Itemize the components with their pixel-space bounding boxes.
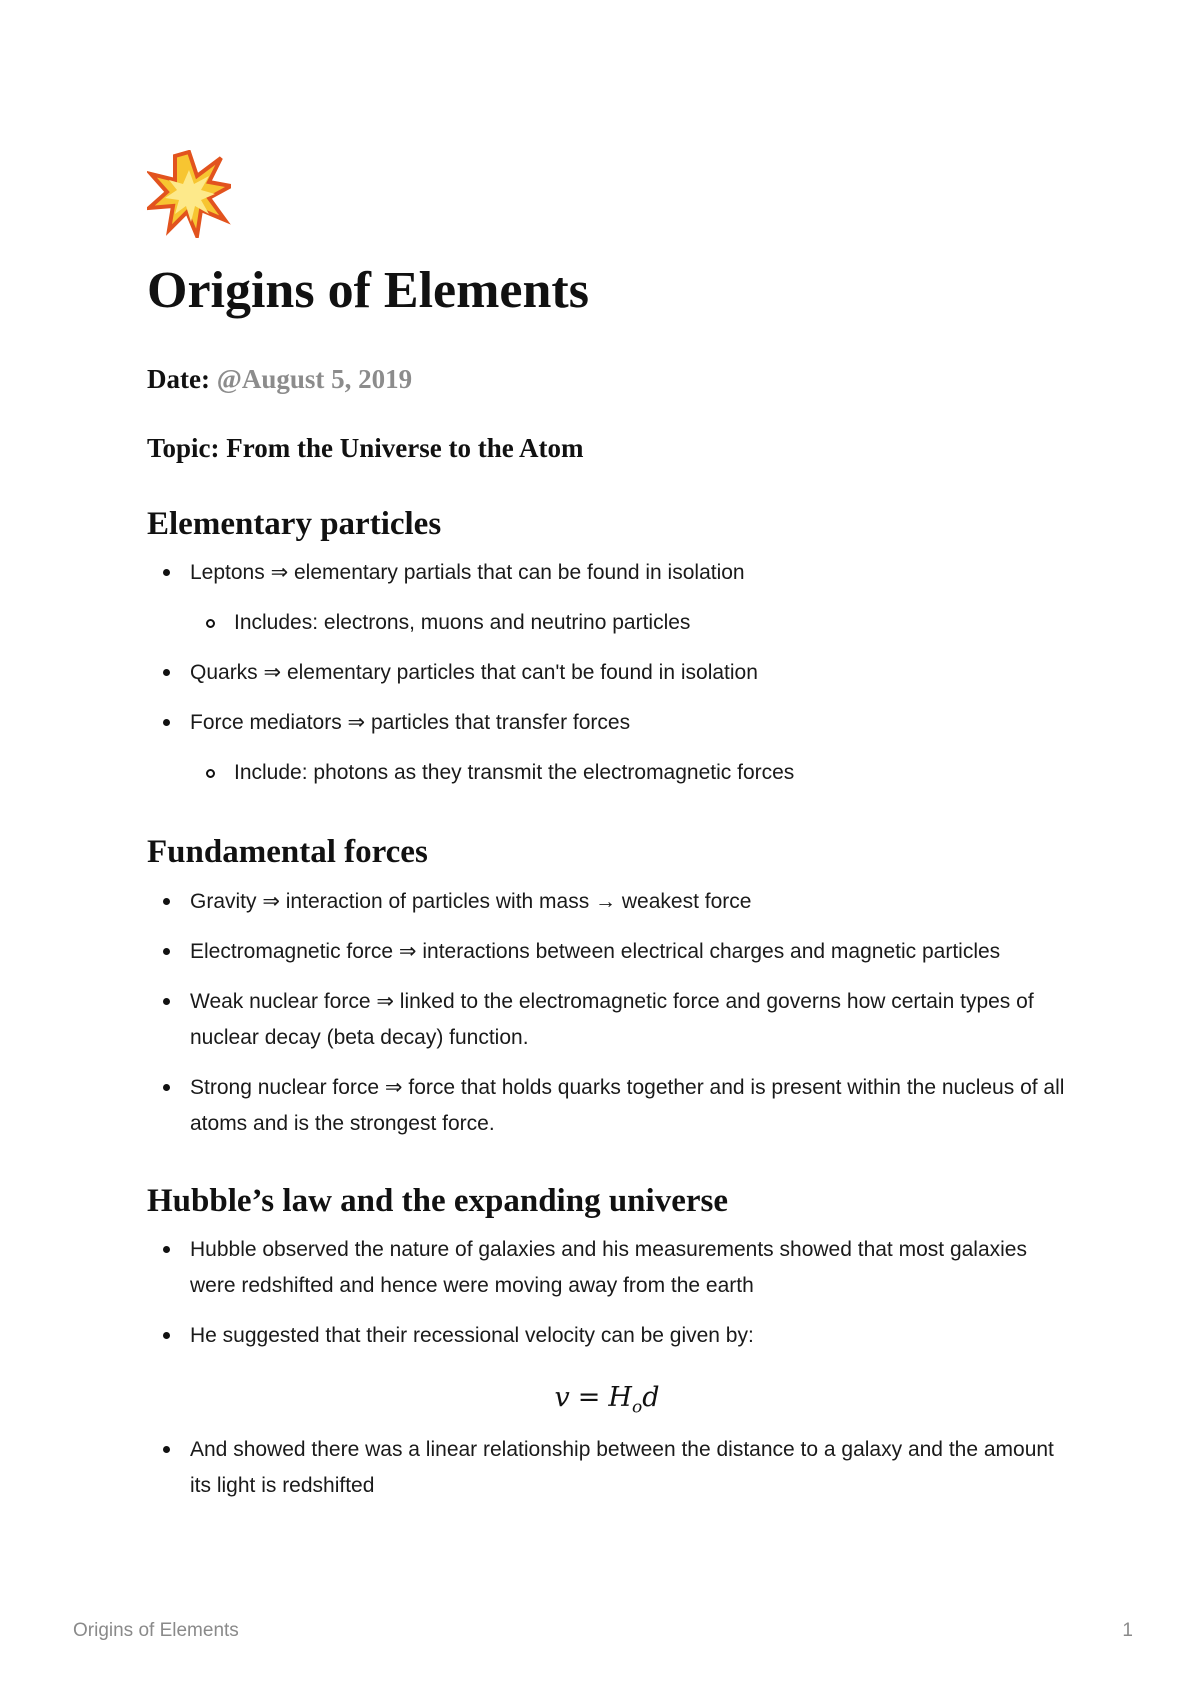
forces-list bbox=[147, 884, 1067, 1142]
list-item: Leptons ⇒ elementary partials that can be found in isolation bbox=[147, 555, 1067, 591]
formula-subscript: o bbox=[631, 1397, 643, 1418]
heading-hubbles-law: Hubble’s law and the expanding universe bbox=[147, 1182, 728, 1219]
hubble-list bbox=[147, 1232, 1067, 1354]
hubble-list-continued bbox=[147, 1432, 1067, 1504]
list-item: He suggested that their recessional velocity can be given by: bbox=[147, 1318, 1067, 1354]
formula-distance: d bbox=[642, 1382, 660, 1414]
date-label: Date: bbox=[147, 364, 210, 395]
particles-list bbox=[147, 555, 1067, 791]
hubble-formula bbox=[147, 1378, 1067, 1418]
footer-title: Origins of Elements bbox=[73, 1620, 239, 1641]
page-footer bbox=[73, 1620, 1133, 1642]
list-item: Electromagnetic force ⇒ interactions between electrical charges and magnetic particles bbox=[147, 934, 1067, 970]
list-item-text: Force mediators ⇒ particles that transfer forces bbox=[190, 711, 631, 735]
date-property bbox=[147, 362, 1067, 397]
list-item bbox=[147, 705, 1067, 741]
formula-hubble-constant: H bbox=[608, 1382, 632, 1414]
list-item bbox=[147, 655, 1067, 691]
heading-elementary-particles: Elementary particles bbox=[147, 505, 442, 542]
sub-list-item: Includes: electrons, muons and neutrino particles bbox=[147, 605, 1067, 641]
collision-icon bbox=[147, 150, 231, 238]
list-item: Strong nuclear force ⇒ force that holds quarks together and is present within the nucleus of all atoms and is the strongest force. bbox=[147, 1070, 1067, 1142]
heading-fundamental-forces: Fundamental forces bbox=[147, 834, 428, 871]
date-value[interactable]: @August 5, 2019 bbox=[216, 364, 413, 395]
formula-equals: = bbox=[577, 1382, 601, 1414]
topic-property: Topic: From the Universe to the Atom bbox=[147, 433, 584, 464]
sub-list-item: Include: photons as they transmit the electromagnetic forces bbox=[147, 755, 1067, 791]
list-item-text: Quarks ⇒ elementary particles that can't be found in isolation bbox=[190, 661, 758, 685]
list-item: Gravity ⇒ interaction of particles with mass → weakest force bbox=[147, 884, 1067, 920]
formula-velocity: v bbox=[554, 1382, 570, 1414]
footer-page-number: 1 bbox=[1122, 1620, 1133, 1641]
page-title: Origins of Elements bbox=[147, 262, 589, 319]
list-item: Hubble observed the nature of galaxies and his measurements showed that most galaxies were redshifted and hence were moving away from the earth bbox=[147, 1232, 1067, 1304]
list-item: And showed there was a linear relationship between the distance to a galaxy and the amount its light is redshifted bbox=[147, 1432, 1067, 1504]
document-page bbox=[147, 150, 1067, 1504]
list-item: Weak nuclear force ⇒ linked to the electromagnetic force and governs how certain types of nuclear decay (beta decay) function. bbox=[147, 984, 1067, 1056]
